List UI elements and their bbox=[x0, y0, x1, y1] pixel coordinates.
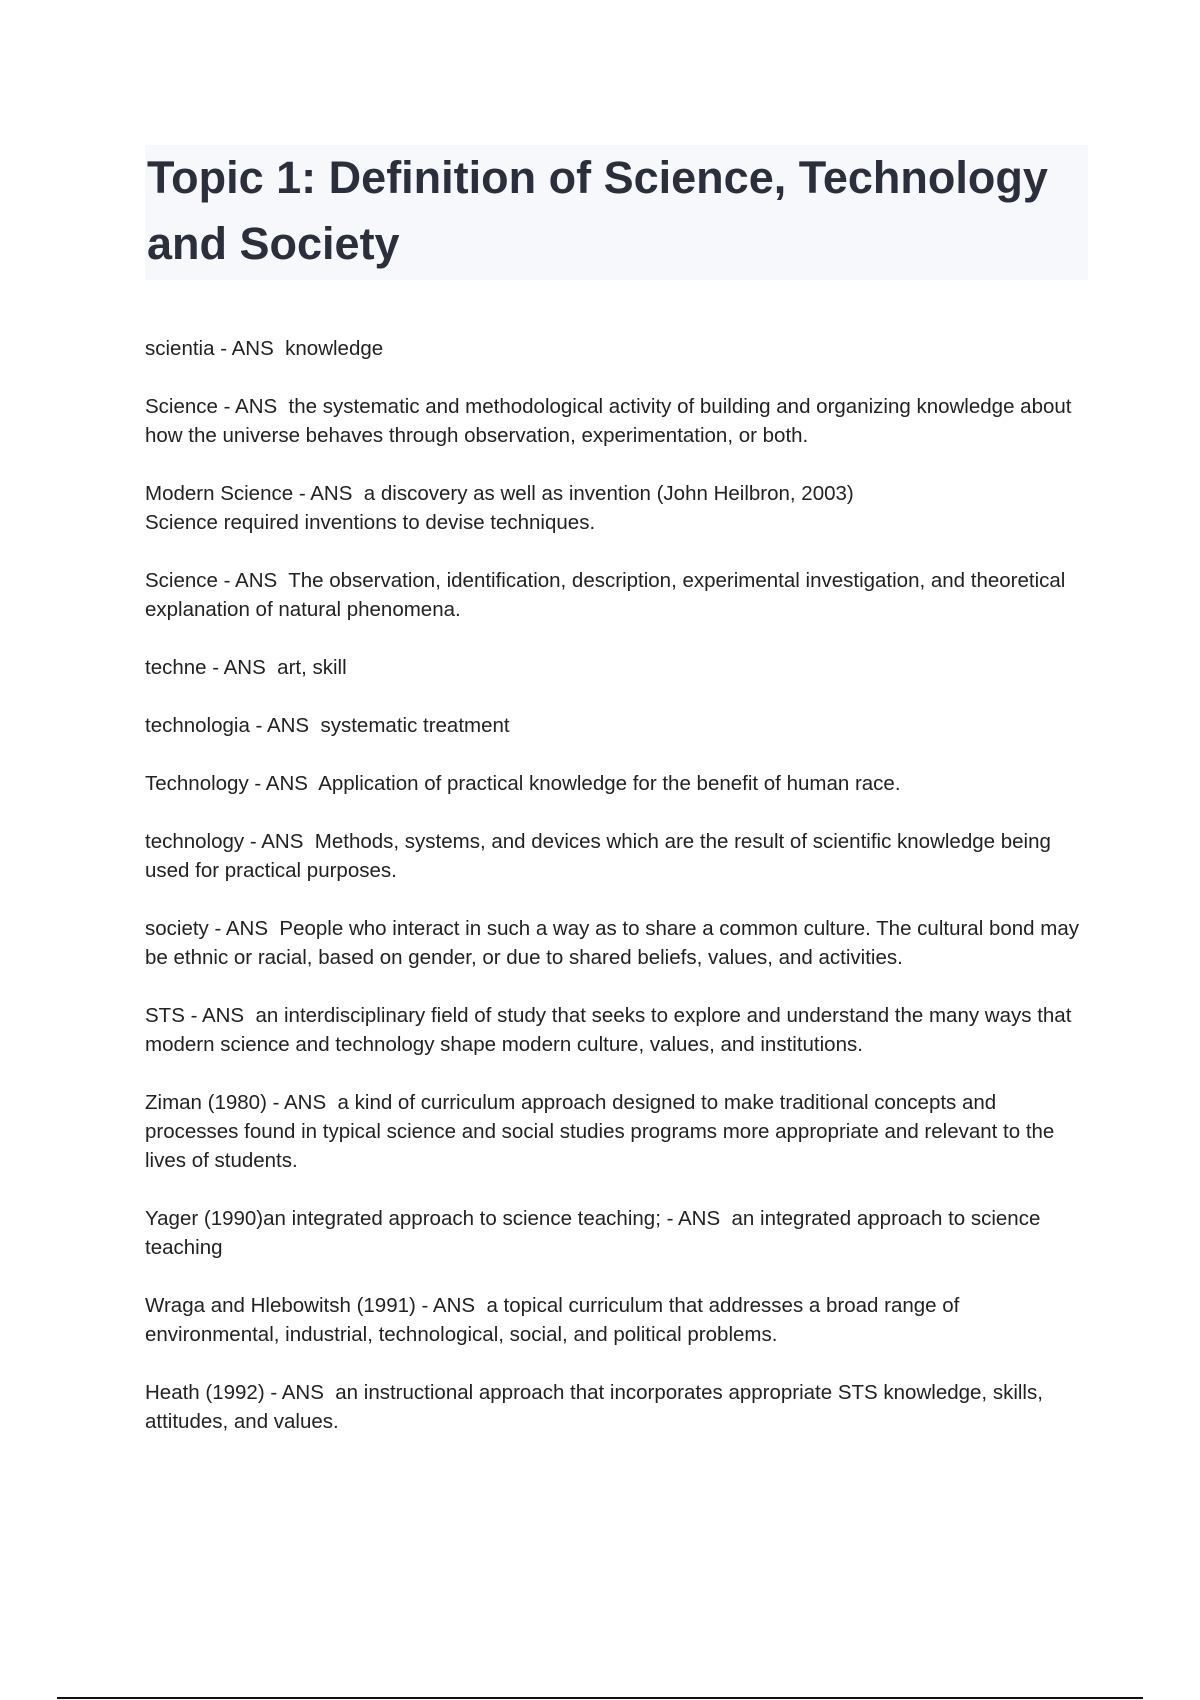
definition-entry-modern-science: Modern Science - ANS a discovery as well as invention (John Heilbron, 2003) Science required inventions to devise techniques. bbox=[145, 482, 854, 534]
definition-entry-sts: STS - ANS an interdisciplinary field of study that seeks to explore and understand the many ways that modern science and technology shape modern culture, values, and institutions. bbox=[145, 1004, 1078, 1056]
footer-divider bbox=[57, 1697, 1143, 1699]
definition-entry-yager: Yager (1990)an integrated approach to science teaching; - ANS an integrated approach to science teaching bbox=[145, 1207, 1047, 1259]
definition-list bbox=[145, 334, 1095, 1465]
definition-entry-wraga-hlebowitsh: Wraga and Hlebowitsh (1991) - ANS a topical curriculum that addresses a broad range of environmental, industrial, technological, social, and political problems. bbox=[145, 1294, 966, 1346]
definition-entry-techne: techne - ANS art, skill bbox=[145, 656, 347, 679]
definition-entry-society: society - ANS People who interact in such a way as to share a common culture. The cultural bond may be ethnic or racial, based on gender, or due to shared beliefs, values, and activities. bbox=[145, 917, 1085, 969]
title-block bbox=[145, 145, 1088, 280]
definition-entry-scientia: scientia - ANS knowledge bbox=[145, 337, 384, 360]
definition-entry-heath: Heath (1992) - ANS an instructional approach that incorporates appropriate STS knowledge, skills, attitudes, and values. bbox=[145, 1381, 1049, 1433]
definition-entry-science-2: Science - ANS The observation, identification, description, experimental investigation, and theoretical explanation of natural phenomena. bbox=[145, 569, 1072, 621]
definition-entry-technologia: technologia - ANS systematic treatment bbox=[145, 714, 510, 737]
definition-entry-science: Science - ANS the systematic and methodological activity of building and organizing knowledge about how the universe behaves through observation, experimentation, or both. bbox=[145, 395, 1078, 447]
page-title: Topic 1: Definition of Science, Technology and Society bbox=[147, 152, 1048, 269]
definition-entry-ziman: Ziman (1980) - ANS a kind of curriculum approach designed to make traditional concepts and processes found in typical science and social studies programs more appropriate and relevant to the lives of students. bbox=[145, 1091, 1061, 1172]
definition-entry-technology-2: technology - ANS Methods, systems, and devices which are the result of scientific knowledge being used for practical purposes. bbox=[145, 830, 1057, 882]
definition-entry-technology: Technology - ANS Application of practical knowledge for the benefit of human race. bbox=[145, 772, 901, 795]
